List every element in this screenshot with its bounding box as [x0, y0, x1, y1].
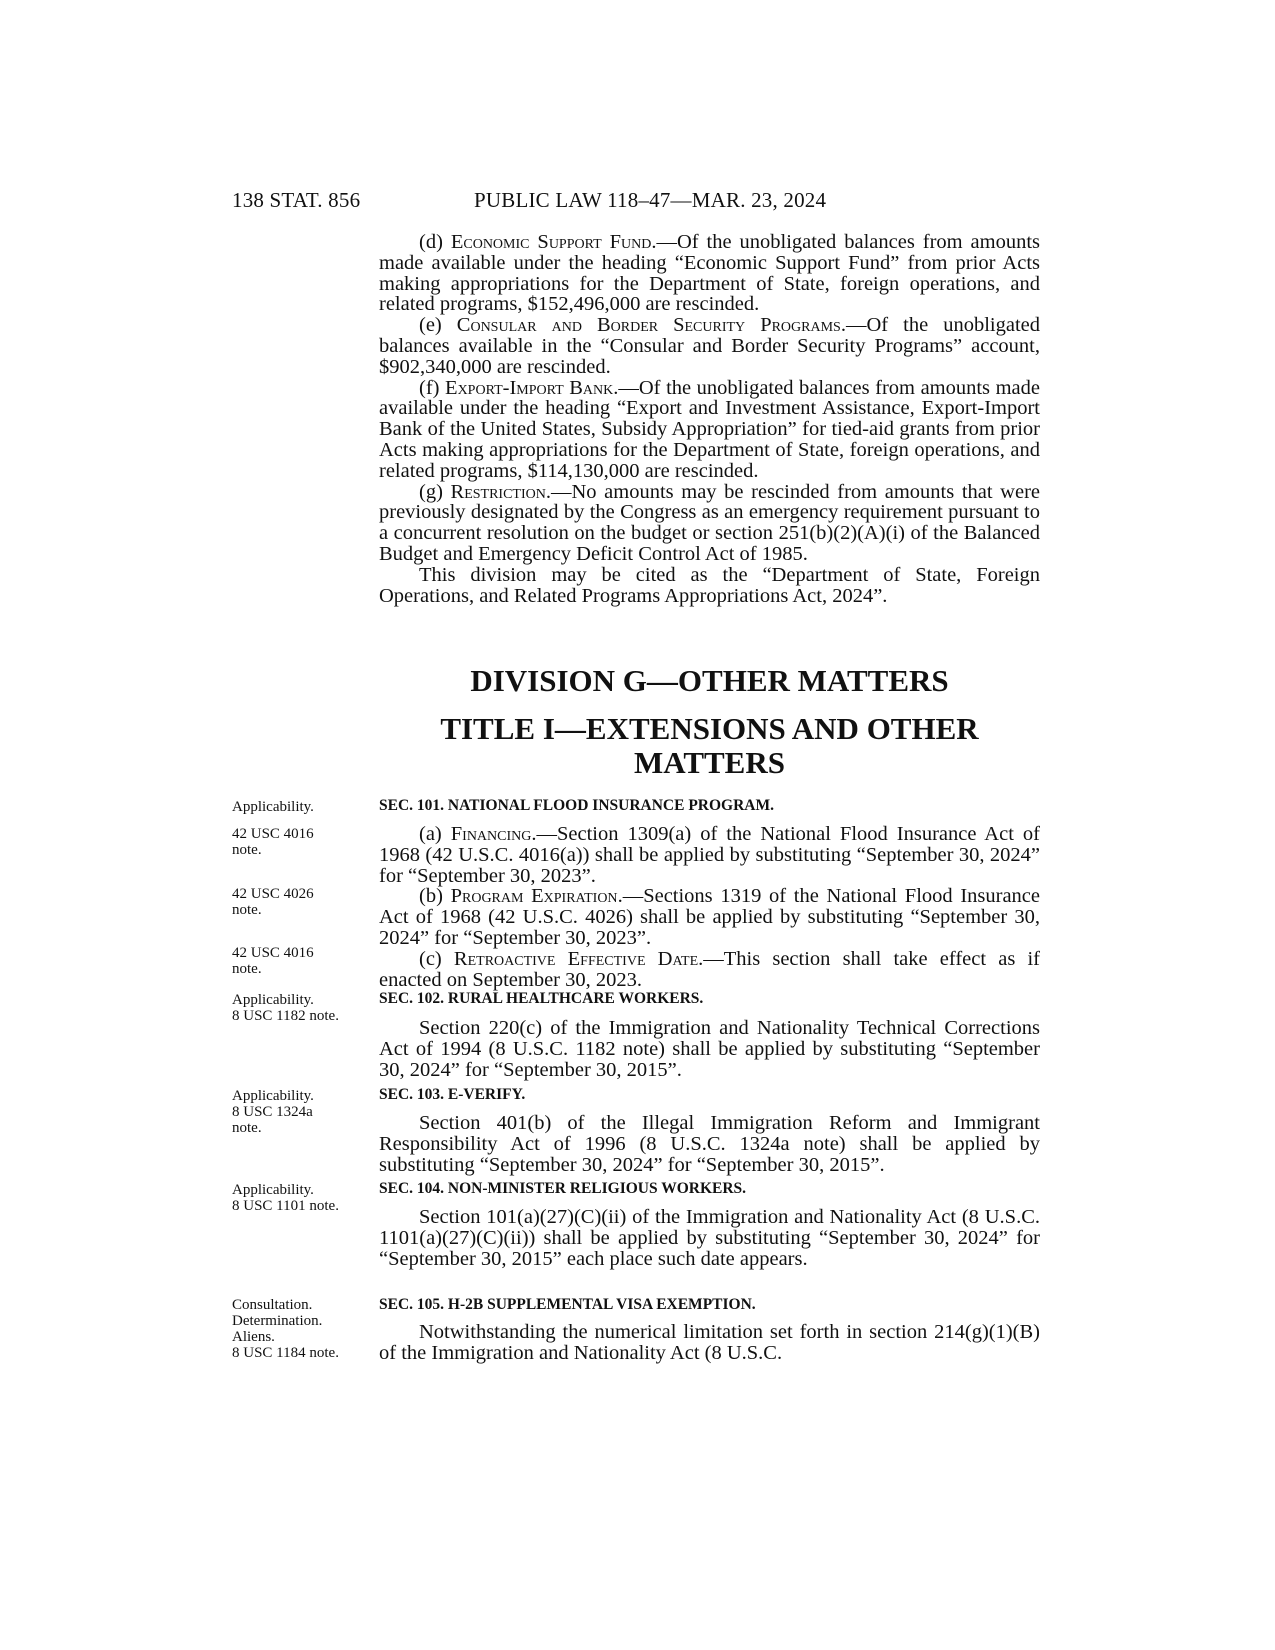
margin-note: Applicability. 8 USC 1182 note.	[232, 992, 339, 1024]
section-104-body	[379, 1207, 1040, 1269]
paragraph-heading: Restriction	[450, 480, 546, 503]
margin-note: 42 USC 4026 note.	[232, 886, 314, 918]
margin-note: 42 USC 4016 note.	[232, 945, 314, 977]
margin-note: 42 USC 4016 note.	[232, 826, 314, 858]
paragraph-f: (f) Export-Import Bank.—Of the unobligated balances from amounts made available under the heading “Export and Investment Assistance, Export-Import Bank of the United States, Subsidy Appropriation” for tied-aid grants from prior Acts making appropriations for the Department of State, foreign operations, and related programs, $114,130,000 are rescinded.	[379, 376, 1040, 482]
margin-note: Consultation. Determination. Aliens. 8 USC 1184 note.	[232, 1297, 339, 1361]
section-heading: SEC. 102. RURAL HEALTHCARE WORKERS.	[379, 990, 704, 1007]
section-heading: SEC. 103. E-VERIFY.	[379, 1086, 526, 1103]
margin-note: Applicability. 8 USC 1101 note.	[232, 1182, 339, 1214]
paragraph-heading: Export-Import Bank	[445, 376, 614, 399]
section-heading: SEC. 101. NATIONAL FLOOD INSURANCE PROGRAM.	[379, 797, 774, 814]
margin-note: Applicability.	[232, 799, 314, 815]
paragraph-e: (e) Consular and Border Security Programs.—Of the unobligated balances available in the “Consular and Border Security Programs” account, $902,340,000 are rescinded.	[379, 314, 1040, 378]
section-text: Section 401(b) of the Illegal Immigration Reform and Immigrant Responsibility Act of 1996 (8 U.S.C. 1324a note) shall be applied by substituting “September 30, 2024” for “September 30, 2015”.	[379, 1112, 1040, 1176]
paragraph-d: (d) Economic Support Fund.—Of the unobligated balances from amounts made available under the heading “Economic Support Fund” from prior Acts making appropriations for the Department of State, foreign operations, and related programs, $152,496,000 are rescinded.	[379, 231, 1040, 316]
section-101-body	[379, 824, 1040, 990]
subsection-heading: Program Expiration	[450, 885, 618, 908]
section-heading: SEC. 105. H-2B SUPPLEMENTAL VISA EXEMPTION.	[379, 1296, 756, 1313]
section-heading: SEC. 104. NON-MINISTER RELIGIOUS WORKERS.	[379, 1180, 747, 1197]
subsection-c: (c) Retroactive Effective Date.—This section shall take effect as if enacted on September 30, 2023.	[379, 947, 1040, 991]
rescission-paragraphs	[379, 232, 1040, 606]
title-heading-line1: TITLE I—EXTENSIONS AND OTHER	[440, 711, 979, 746]
section-103-body	[379, 1113, 1040, 1175]
page-stat-number: 138 STAT. 856	[232, 188, 361, 212]
section-102-body	[379, 1018, 1040, 1080]
subsection-heading: Retroactive Effective Date	[453, 947, 699, 970]
paragraph-heading: Consular and Border Security Programs	[456, 314, 841, 337]
subsection-heading: Financing	[450, 823, 532, 845]
section-105-body	[379, 1322, 1040, 1364]
citation-paragraph: This division may be cited as the “Department of State, Foreign Operations, and Related Programs Appropriations Act, 2024”.	[379, 563, 1040, 607]
subsection-b: (b) Program Expiration.—Sections 1319 of the National Flood Insurance Act of 1968 (42 U.S.C. 4026) shall be applied by substituting “September 30, 2024” for “September 30, 2023”.	[379, 885, 1041, 949]
margin-note: Applicability. 8 USC 1324a note.	[232, 1088, 314, 1136]
section-text: Section 220(c) of the Immigration and Nationality Technical Corrections Act of 1994 (8 U.S.C. 1182 note) shall be applied by substituting “September 30, 2024” for “September 30, 2015”.	[379, 1017, 1040, 1081]
subsection-a: (a) Financing.—Section 1309(a) of the National Flood Insurance Act of 1968 (42 U.S.C. 4016(a)) shall be applied by substituting “September 30, 2024” for “September 30, 2023”.	[379, 823, 1040, 887]
paragraph-heading: Economic Support Fund	[450, 231, 652, 253]
running-header: PUBLIC LAW 118–47—MAR. 23, 2024	[474, 188, 827, 212]
title-heading-line2: MATTERS	[633, 745, 785, 780]
division-title: DIVISION G—OTHER MATTERS	[470, 663, 949, 698]
section-text: Section 101(a)(27)(C)(ii) of the Immigration and Nationality Act (8 U.S.C. 1101(a)(27)(C)(ii)) shall be applied by substituting “September 30, 2024” for “September 30, 2015” each place such date appears.	[379, 1206, 1040, 1270]
section-text: Notwithstanding the numerical limitation set forth in section 214(g)(1)(B) of the Immigration and Nationality Act (8 U.S.C.	[379, 1321, 1040, 1364]
paragraph-g: (g) Restriction.—No amounts may be rescinded from amounts that were previously designated by the Congress as an emergency requirement pursuant to a concurrent resolution on the budget or section 251(b)(2)(A)(i) of the Balanced Budget and Emergency Deficit Control Act of 1985.	[379, 480, 1041, 565]
